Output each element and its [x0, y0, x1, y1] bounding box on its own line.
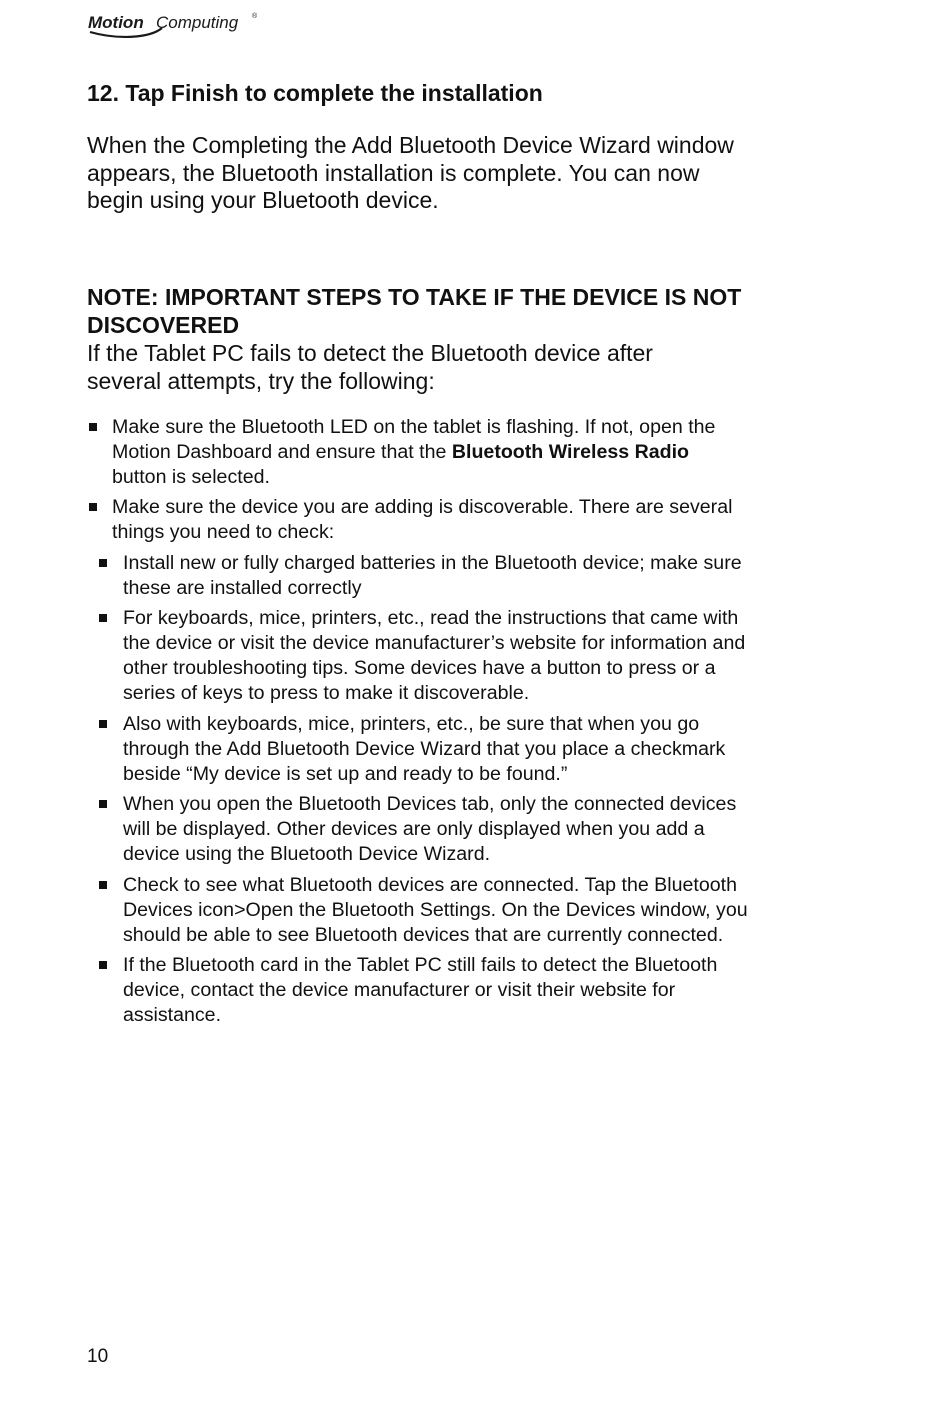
bullet-square-icon [99, 881, 107, 889]
discoverable-checklist [87, 551, 787, 1029]
list-item-text: Make sure the Bluetooth LED on the tablet is flashing. If not, open the Motion Dashboard and ensure that the [112, 415, 716, 463]
bullet-square-icon [89, 423, 97, 431]
list-item-text: Check to see what Bluetooth devices are connected. Tap the Bluetooth Devices icon>Open the Bluetooth Settings. On the Devices window, you should be able to see Bluetooth devices that are currently connected. [123, 873, 748, 946]
bullet-square-icon [99, 559, 107, 567]
logo-graphic [88, 8, 268, 40]
list-item [87, 551, 763, 601]
list-item [87, 606, 763, 706]
list-item [87, 712, 763, 787]
list-item-text: Install new or fully charged batteries in the Bluetooth device; make sure these are installed correctly [123, 551, 742, 599]
list-item [87, 953, 763, 1028]
bullet-square-icon [99, 961, 107, 969]
step-heading: 12. Tap Finish to complete the installation [87, 80, 543, 106]
logo-word-motion: Motion [88, 13, 144, 32]
note-body: If the Tablet PC fails to detect the Bluetooth device after several attempts, try the following: [87, 339, 653, 394]
list-item-bold-text: Bluetooth Wireless Radio [451, 440, 690, 463]
bullet-square-icon [99, 800, 107, 808]
logo-word-computing: Computing [156, 13, 239, 32]
list-item-text: When you open the Bluetooth Devices tab, only the connected devices will be displayed. Other devices are only displayed when you add a device using the Bluetooth Device Wizard. [123, 793, 737, 865]
page-content [87, 78, 787, 1034]
list-item-text: button is selected. [112, 465, 270, 488]
list-item-text: For keyboards, mice, printers, etc., read the instructions that came with the device or visit the device manufacturer’s website for information and other troubleshooting tips. Some devices have a button to press or a series of keys to press to make it discoverable. [123, 607, 746, 704]
page-number: 10 [87, 1346, 109, 1367]
step-body: When the Completing the Add Bluetooth Device Wizard window appears, the Bluetooth installation is complete. You can now begin using your Bluetooth device. [87, 132, 734, 213]
bullet-square-icon [99, 614, 107, 622]
bullet-square-icon [99, 720, 107, 728]
list-item-text: If the Bluetooth card in the Tablet PC still fails to detect the Bluetooth device, contact the device manufacturer or visit their website for assistance. [123, 954, 718, 1026]
list-item-text: Make sure the device you are adding is discoverable. There are several things you need to check: [112, 496, 733, 543]
troubleshooting-list [87, 415, 787, 546]
list-item [87, 792, 763, 867]
bullet-square-icon [89, 503, 97, 511]
list-item [87, 415, 742, 490]
motion-computing-logo [88, 8, 268, 40]
list-item [87, 495, 742, 545]
logo-registered-mark: ® [252, 13, 258, 20]
list-item [87, 873, 763, 948]
list-item-text: Also with keyboards, mice, printers, etc., be sure that when you go through the Add Bluetooth Device Wizard that you place a checkmark beside “My device is set up and ready to be found.” [123, 712, 726, 785]
note-heading: NOTE: IMPORTANT STEPS TO TAKE IF THE DEVICE IS NOT DISCOVERED [87, 283, 742, 338]
